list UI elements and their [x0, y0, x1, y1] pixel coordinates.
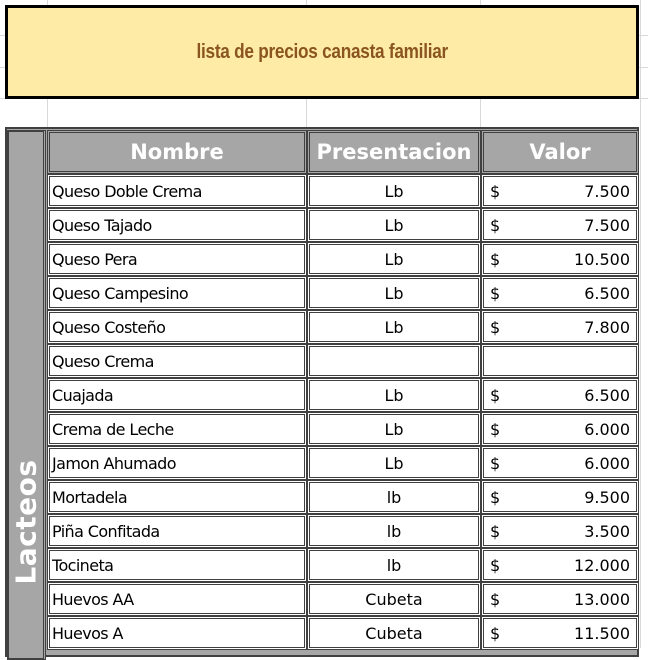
cell-presentacion[interactable]: Lb: [307, 378, 481, 412]
cell-presentacion[interactable]: Lb: [307, 208, 481, 242]
cell-nombre[interactable]: Tocineta: [47, 548, 307, 582]
cell-valor[interactable]: [481, 412, 639, 446]
cell-presentacion[interactable]: Lb: [307, 242, 481, 276]
cell-valor[interactable]: [481, 446, 639, 480]
price-value: 7.500: [584, 215, 630, 235]
currency-symbol: $: [490, 623, 501, 643]
cell-presentacion[interactable]: lb: [307, 514, 481, 548]
price-value: 6.000: [584, 419, 630, 439]
currency-symbol: $: [490, 521, 501, 541]
price-value: 3.500: [584, 521, 630, 541]
price-value: 9.500: [584, 487, 630, 507]
cell-nombre[interactable]: Crema de Leche: [47, 412, 307, 446]
cell-valor[interactable]: [481, 378, 639, 412]
currency-symbol: $: [490, 385, 501, 405]
cell-nombre[interactable]: Queso Doble Crema: [47, 174, 307, 208]
cell-valor[interactable]: [481, 276, 639, 310]
cell-nombre[interactable]: Huevos A: [47, 616, 307, 650]
price-value: 7.800: [584, 317, 630, 337]
cell-valor[interactable]: [481, 582, 639, 616]
cell-nombre[interactable]: Piña Confitada: [47, 514, 307, 548]
cell-valor[interactable]: [481, 242, 639, 276]
category-label: Lacteos: [9, 459, 43, 585]
cell-nombre[interactable]: Queso Campesino: [47, 276, 307, 310]
cell-nombre[interactable]: Jamon Ahumado: [47, 446, 307, 480]
cell-presentacion[interactable]: Cubeta: [307, 582, 481, 616]
price-value: 7.500: [584, 181, 630, 201]
cell-presentacion[interactable]: lb: [307, 548, 481, 582]
cell-presentacion[interactable]: Lb: [307, 412, 481, 446]
cell-nombre[interactable]: Cuajada: [47, 378, 307, 412]
currency-symbol: $: [490, 555, 501, 575]
cell-valor[interactable]: [481, 208, 639, 242]
cell-valor[interactable]: [481, 616, 639, 650]
cell-valor[interactable]: [481, 310, 639, 344]
page-title: lista de precios canasta familiar: [196, 40, 448, 63]
header-presentacion[interactable]: Presentacion: [307, 130, 481, 174]
category-group-cell[interactable]: [7, 130, 46, 660]
cell-presentacion[interactable]: Cubeta: [307, 616, 481, 650]
title-cell[interactable]: [5, 5, 639, 99]
cell-nombre[interactable]: Queso Pera: [47, 242, 307, 276]
cell-presentacion[interactable]: lb: [307, 480, 481, 514]
cell-nombre[interactable]: Queso Costeño: [47, 310, 307, 344]
header-valor[interactable]: Valor: [481, 130, 639, 174]
cell-presentacion[interactable]: Lb: [307, 446, 481, 480]
currency-symbol: $: [490, 419, 501, 439]
price-value: 11.500: [574, 623, 630, 643]
currency-symbol: $: [490, 283, 501, 303]
cell-valor[interactable]: [481, 480, 639, 514]
price-value: 6.000: [584, 453, 630, 473]
cell-nombre[interactable]: Huevos AA: [47, 582, 307, 616]
currency-symbol: $: [490, 317, 501, 337]
price-value: 13.000: [574, 589, 630, 609]
cell-valor[interactable]: [481, 174, 639, 208]
price-value: 6.500: [584, 385, 630, 405]
cell-presentacion[interactable]: Lb: [307, 310, 481, 344]
cell-presentacion[interactable]: [307, 344, 481, 378]
cell-presentacion[interactable]: Lb: [307, 276, 481, 310]
cell-nombre[interactable]: Mortadela: [47, 480, 307, 514]
currency-symbol: $: [490, 215, 501, 235]
cell-presentacion[interactable]: Lb: [307, 174, 481, 208]
currency-symbol: $: [490, 181, 501, 201]
cell-valor[interactable]: [481, 514, 639, 548]
cell-valor[interactable]: [481, 548, 639, 582]
price-value: 12.000: [574, 555, 630, 575]
cell-valor[interactable]: [481, 344, 639, 378]
cell-nombre[interactable]: Queso Tajado: [47, 208, 307, 242]
cell-nombre[interactable]: Queso Crema: [47, 344, 307, 378]
header-nombre[interactable]: Nombre: [47, 130, 307, 174]
currency-symbol: $: [490, 249, 501, 269]
currency-symbol: $: [490, 487, 501, 507]
price-value: 10.500: [574, 249, 630, 269]
currency-symbol: $: [490, 589, 501, 609]
price-value: 6.500: [584, 283, 630, 303]
currency-symbol: $: [490, 453, 501, 473]
